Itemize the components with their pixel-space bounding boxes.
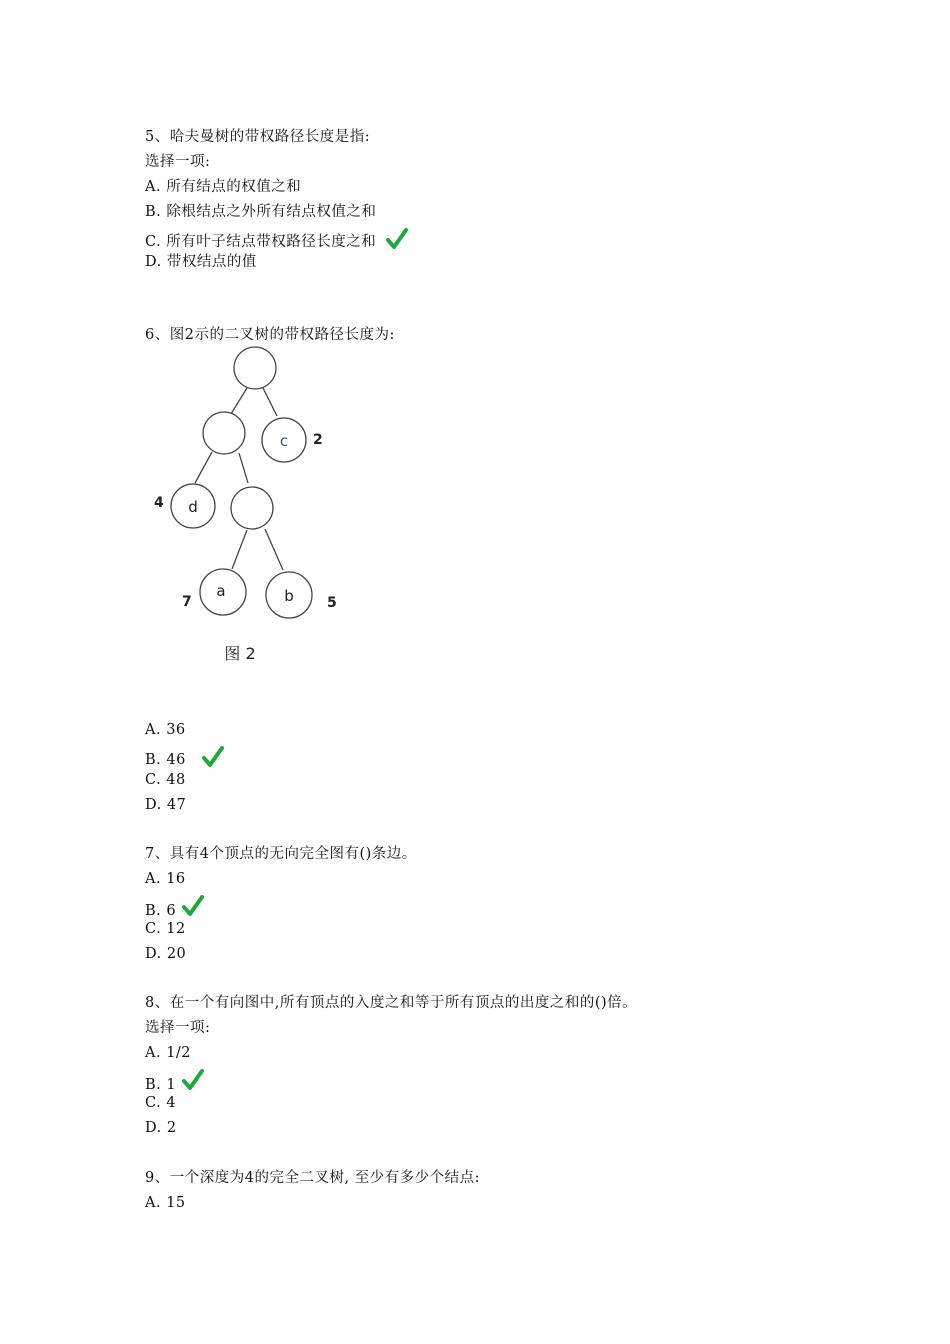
q8-option-a: A. 1/2 (145, 1045, 192, 1061)
q5-option-c: C. 所有叶子结点带权路径长度之和 (145, 228, 408, 251)
tree-edge (265, 529, 283, 570)
q9-title: 9、一个深度为4的完全二叉树, 至少有多少个结点: (145, 1170, 481, 1186)
checkmark-icon (182, 895, 204, 917)
tree-node-root (234, 347, 276, 389)
weight-label-a: 7 (182, 594, 192, 610)
q6-option-a: A. 36 (145, 722, 186, 738)
q7-title: 7、具有4个顶点的无向完全图有()条边。 (145, 846, 417, 862)
binary-tree-figure (145, 340, 365, 680)
weight-label-b: 5 (327, 595, 337, 611)
q5-option-d: D. 带权结点的值 (145, 254, 257, 270)
tree-edge (239, 453, 248, 483)
q6-option-d: D. 47 (145, 797, 187, 813)
weight-label-c: 2 (313, 432, 323, 448)
q7-option-d: D. 20 (145, 946, 187, 962)
node-label-a: a (216, 582, 226, 600)
node-label-b: b (284, 587, 294, 605)
q5-prompt: 选择一项: (145, 154, 211, 170)
q8-option-b: B. 1 (145, 1069, 204, 1094)
q6-option-b: B. 46 (145, 746, 224, 769)
tree-edge (231, 388, 247, 414)
figure-caption: 图 2 (224, 644, 256, 663)
weight-label-d: 4 (154, 495, 164, 511)
q8-option-c: C. 4 (145, 1095, 177, 1111)
q8-option-d: D. 2 (145, 1120, 177, 1136)
checkmark-icon (202, 746, 224, 768)
checkmark-icon (386, 228, 408, 250)
tree-node-internal (231, 487, 273, 529)
node-label-d: d (188, 498, 198, 516)
q7-option-b: B. 6 (145, 895, 204, 920)
q9-option-a: A. 15 (145, 1195, 186, 1211)
q6-option-c: C. 48 (145, 772, 186, 788)
q5-option-b: B. 除根结点之外所有结点权值之和 (145, 204, 377, 220)
tree-node-internal (203, 412, 245, 454)
q6-title: 6、图2示的二叉树的带权路径长度为: (145, 327, 395, 343)
q8-title: 8、在一个有向图中,所有顶点的入度之和等于所有顶点的出度之和的()倍。 (145, 995, 638, 1011)
tree-edge (195, 452, 212, 483)
q5-option-a: A. 所有结点的权值之和 (145, 179, 302, 195)
checkmark-icon (182, 1069, 204, 1091)
tree-edge (263, 388, 277, 416)
q7-option-a: A. 16 (145, 871, 186, 887)
node-label-c: c (279, 432, 289, 450)
q5-title: 5、哈夫曼树的带权路径长度是指: (145, 129, 371, 145)
tree-edge (232, 530, 247, 569)
q8-prompt: 选择一项: (145, 1020, 211, 1036)
q7-option-c: C. 12 (145, 921, 186, 937)
